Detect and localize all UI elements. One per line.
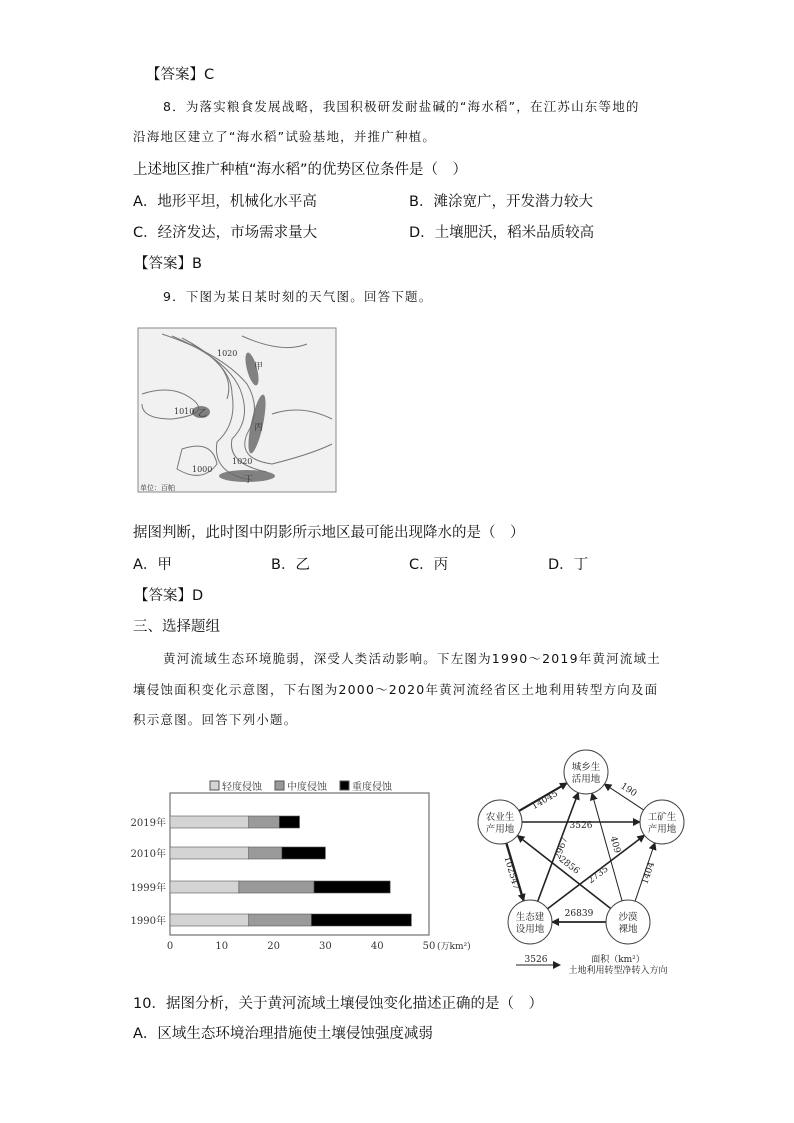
intro-line1: 黄河流域生态环境脆弱，深受人类活动影响。下左图为1990～2019年黄河流域土 — [163, 651, 661, 666]
node-label: 工矿生 — [647, 812, 677, 823]
node-label: 农业生 — [485, 812, 515, 823]
q9-question: 据图判断，此时图中阴影所示地区最可能出现降水的是（ ） — [133, 525, 525, 541]
bar-segment — [279, 816, 299, 828]
node-label: 设用地 — [515, 924, 545, 935]
flow-value: 102547 — [501, 855, 521, 892]
legend-unit: 面积（km²） — [591, 955, 645, 965]
isobar-label: 1020 — [217, 349, 238, 358]
x-tick-label: 40 — [370, 941, 384, 952]
x-axis-unit: (万km²) — [437, 942, 471, 952]
answer-9: 【答案】D — [134, 588, 204, 604]
answer-8: 【答案】B — [134, 256, 202, 272]
legend-label: 重度侵蚀 — [352, 782, 392, 793]
node-label: 裸地 — [618, 924, 638, 935]
q8-option-b[interactable]: B．滩涂宽广，开发潜力较大 — [409, 194, 593, 210]
legend-caption: 土地利用转型净转入方向 — [568, 966, 668, 976]
q9-option-d[interactable]: D．丁 — [548, 557, 589, 573]
legend-swatch — [340, 781, 349, 790]
legend-label: 轻度侵蚀 — [222, 782, 262, 793]
q9-option-a[interactable]: A．甲 — [133, 557, 172, 573]
flow-value: 409 — [607, 835, 622, 855]
flow-value: 2856 — [556, 854, 582, 877]
x-tick-label: 0 — [166, 941, 174, 952]
answer-7: 【答案】C — [146, 67, 215, 83]
q8-option-a[interactable]: A．地形平坦，机械化水平高 — [133, 194, 317, 210]
category-label: 1999年 — [130, 883, 166, 894]
legend-label: 中度侵蚀 — [287, 782, 327, 793]
bar-segment — [249, 816, 280, 828]
flow-value: 14045 — [530, 788, 560, 812]
flow-value: 2735 — [586, 864, 611, 887]
node-label: 城乡生 — [571, 762, 601, 773]
legend-swatch — [275, 781, 284, 790]
bar-segment — [249, 914, 312, 926]
node-label: 沙漠 — [618, 912, 638, 923]
intro-line2: 壤侵蚀面积变化示意图，下右图为2000～2020年黄河流经省区土地利用转型方向及面 — [133, 682, 659, 697]
bar-segment — [311, 914, 411, 926]
flow-value: 3526 — [569, 821, 593, 831]
node-label: 生态建 — [515, 912, 545, 923]
erosion-bar-chart — [128, 770, 478, 960]
region-label-jia: 甲 — [254, 362, 264, 372]
land-use-flow-diagram — [470, 740, 710, 980]
bar-segment — [249, 847, 282, 859]
x-tick-label: 30 — [319, 941, 332, 952]
q9-stem: 9．下图为某日某时刻的天气图。回答下题。 — [163, 289, 433, 304]
bar-segment — [239, 881, 314, 893]
bar-segment — [170, 847, 249, 859]
q10-option-a[interactable]: A．区域生态环境治理措施使土壤侵蚀强度减弱 — [133, 1026, 433, 1042]
bar-segment — [314, 881, 390, 893]
q8-option-c[interactable]: C．经济发达，市场需求量大 — [133, 225, 318, 241]
flow-value: 1404 — [640, 860, 658, 886]
q8-stem-line2: 沿海地区建立了“海水稻”试验基地，并推广种植。 — [133, 129, 437, 144]
flow-value: 2967 — [553, 835, 571, 861]
isobar-label: 1020 — [232, 457, 253, 466]
q8-stem-line1: 8．为落实粮食发展战略，我国积极研发耐盐碱的“海水稻”，在江苏山东等地的 — [163, 99, 640, 114]
bar-segment — [170, 914, 249, 926]
category-label: 2019年 — [130, 818, 166, 829]
region-label-bing: 丙 — [254, 423, 264, 433]
bar-segment — [282, 847, 326, 859]
legend-swatch — [210, 781, 219, 790]
q10-question: 10．据图分析，关于黄河流域土壤侵蚀变化描述正确的是（ ） — [133, 996, 543, 1012]
category-label: 1990年 — [130, 916, 166, 927]
q9-option-b[interactable]: B．乙 — [271, 557, 310, 573]
x-tick-label: 20 — [267, 941, 280, 952]
node-label: 活用地 — [571, 774, 601, 785]
x-tick-label: 50 — [422, 941, 436, 952]
isobar-label: 1010 — [174, 407, 195, 416]
q8-question: 上述地区推广种植“海水稻”的优势区位条件是（ ） — [133, 162, 468, 178]
category-label: 2010年 — [130, 849, 166, 860]
flow-value: 26839 — [564, 909, 594, 919]
node-label: 产用地 — [647, 824, 677, 835]
isobar-label: 1000 — [192, 465, 213, 474]
legend-value: 3526 — [524, 955, 548, 965]
region-label-ding: 丁 — [244, 475, 254, 485]
weather-map — [132, 324, 340, 496]
intro-line3: 积示意图。回答下列小题。 — [133, 712, 298, 727]
region-label-yi: 乙 — [198, 409, 208, 419]
q9-option-c[interactable]: C．丙 — [409, 557, 449, 573]
section-title: 三、选择题组 — [133, 619, 220, 635]
node-label: 产用地 — [485, 824, 515, 835]
bar-segment — [170, 816, 249, 828]
map-unit: 单位：百帕 — [140, 484, 175, 492]
bar-segment — [170, 881, 239, 893]
flow-value: 190 — [618, 781, 639, 800]
x-tick-label: 10 — [215, 941, 229, 952]
q8-option-d[interactable]: D．土壤肥沃，稻米品质较高 — [409, 225, 595, 241]
